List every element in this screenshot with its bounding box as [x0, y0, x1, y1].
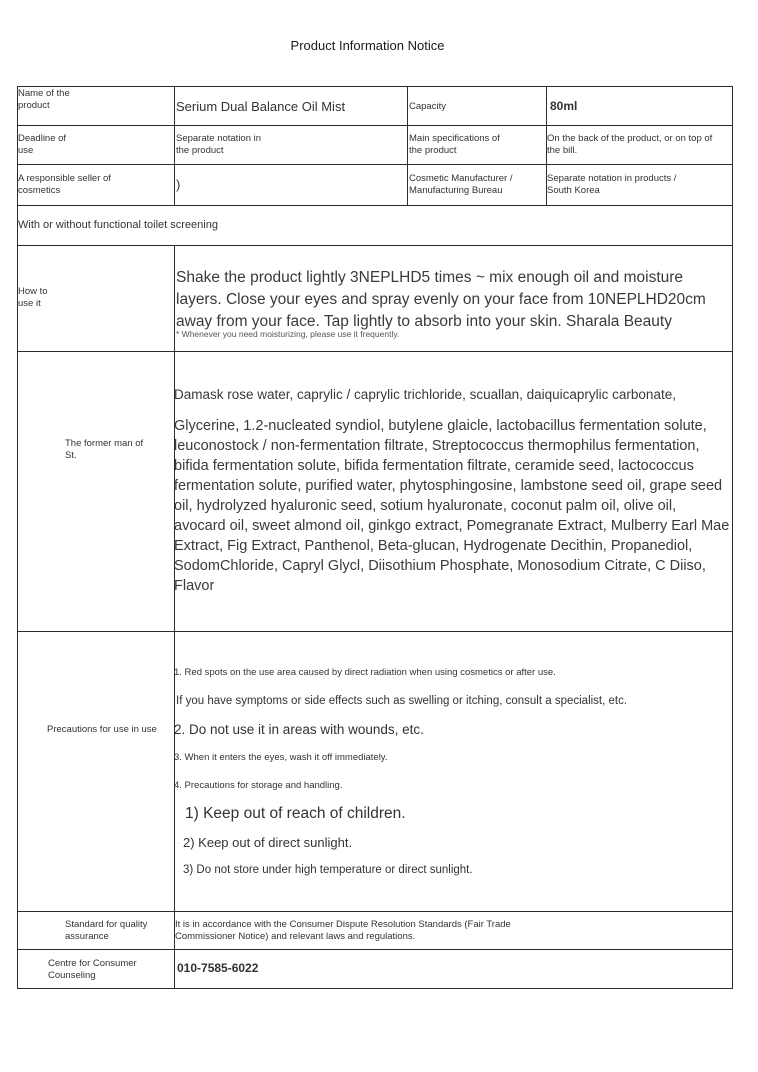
row-product-name: [17, 86, 733, 126]
label-ingredients: The former man of St.: [65, 438, 144, 461]
precautions-item-6: 1) Keep out of reach of children.: [185, 805, 406, 822]
label-product-name: Name of the product: [18, 88, 70, 111]
label-seller: A responsible seller of cosmetics: [18, 173, 111, 196]
value-capacity: 80ml: [550, 99, 578, 113]
label-how-to-use: How to use it: [18, 286, 48, 309]
precautions-item-7: 2) Keep out of direct sunlight.: [183, 835, 353, 850]
label-deadline: Deadline of use: [18, 133, 67, 156]
label-quality: Standard for quality assurance: [65, 919, 148, 942]
label-counseling: Centre for Consumer Counseling: [48, 958, 137, 981]
row-quality: [17, 911, 733, 950]
row-ingredients: [17, 351, 733, 632]
value-product-name: Serium Dual Balance Oil Mist: [176, 99, 346, 114]
value-quality: It is in accordance with the Consumer Dispute Resolution Standards (Fair Trade Commissioner Notice) and relevant laws and regulations.: [175, 919, 511, 942]
row-counseling: [17, 949, 733, 989]
ingredients-first-line: Damask rose water, caprylic / caprylic trichloride, scuallan, daiquicaprylic carbonate,: [174, 387, 676, 402]
value-main-spec: On the back of the product, or on top of the bill.: [547, 133, 713, 156]
value-manufacturer: Separate notation in products / South Korea: [547, 173, 677, 196]
how-to-use-note: * Whenever you need moisturizing, please use it frequently.: [176, 329, 400, 339]
value-deadline: Separate notation in the product: [176, 133, 262, 156]
how-to-use-text: Shake the product lightly 3NEPLHD5 times ~ mix enough oil and moisture layers. Close your eyes and spray evenly on your face from 10NEPLHD20cm away from your face. Tap lightly to absorb into your skin. Sharala Beauty: [176, 269, 706, 330]
precautions-item-4: 3. When it enters the eyes, wash it off immediately.: [174, 752, 388, 763]
row-seller: [17, 164, 733, 206]
label-manufacturer: Cosmetic Manufacturer / Manufacturing Bureau: [409, 173, 513, 196]
precautions-item-1: 1. Red spots on the use area caused by direct radiation when using cosmetics or after use.: [174, 667, 556, 678]
precautions-item-8: 3) Do not store under high temperature or direct sunlight.: [183, 864, 473, 876]
label-functional: With or without functional toilet screening: [18, 219, 218, 231]
row-how-to-use: [17, 245, 733, 352]
label-precautions: Precautions for use in use: [47, 724, 157, 735]
value-seller: ): [176, 177, 181, 192]
label-capacity: Capacity: [409, 101, 446, 112]
row-functional: [17, 205, 733, 246]
precautions-item-2: If you have symptoms or side effects such as swelling or itching, consult a specialist, etc.: [176, 695, 628, 707]
value-counseling-phone: 010-7585-6022: [177, 961, 259, 975]
label-main-spec: Main specifications of the product: [409, 133, 500, 156]
ingredients-body: Glycerine, 1.2-nucleated syndiol, butylene glaicle, lactobacillus fermentation solute, leuconostock / non-fermentation filtrate, Streptococcus thermophilus fermentation, bifida fermentation solute, bifida fermentation filtrate, ceramide seed, lactococcus fermentation solute, purified water, phytosphingosine, lambstone seed oil, grape seed oil, hydrolyzed hyaluronic seed, sotium hyaluronate, coconut palm oil, olive oil, avocard oil, sweet almond oil, ginkgo extract, Pomegranate Extract, Mulberry Earl Mae Extract, Fig Extract, Panthenol, Beta-glucan, Hydrogenate Decithin, Propanediol, SodomChloride, Capryl Glycl, Diisothium Phosphate, Monosodium Citrate, C Diiso, Flavor: [174, 418, 730, 594]
row-precautions: [17, 631, 733, 912]
row-deadline: [17, 125, 733, 165]
page-title: Product Information Notice: [290, 38, 445, 53]
precautions-item-5: 4. Precautions for storage and handling.: [174, 780, 343, 791]
precautions-item-3: 2. Do not use it in areas with wounds, etc.: [174, 722, 424, 737]
